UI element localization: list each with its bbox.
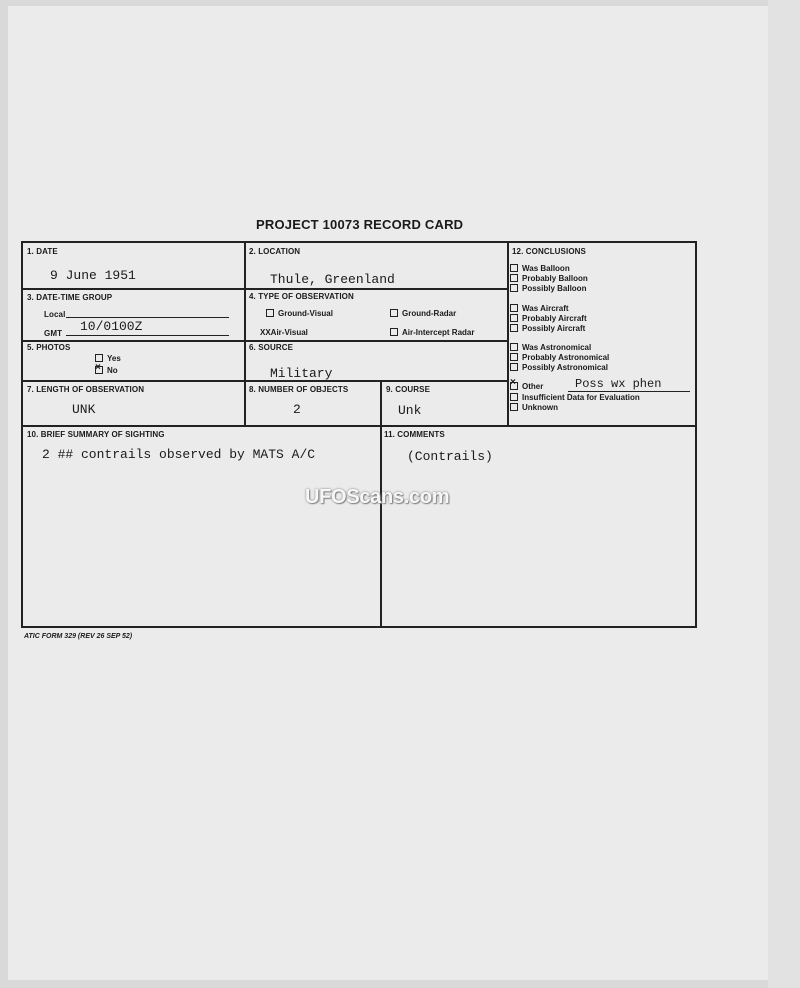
divider-h3 bbox=[21, 380, 507, 382]
local-label: Local bbox=[44, 310, 66, 319]
conclusion-item: Insufficient Data for Evaluation bbox=[510, 393, 640, 403]
air-visual-option: XXAir-Visual bbox=[260, 328, 308, 337]
divider-h2 bbox=[21, 340, 507, 342]
ground-visual-option: Ground-Visual bbox=[266, 309, 333, 318]
conclusion-item: Was Astronomical bbox=[510, 343, 591, 353]
conclusion-item: Was Balloon bbox=[510, 264, 570, 274]
photos-yes-option: Yes bbox=[95, 354, 121, 363]
other-underline bbox=[568, 391, 690, 392]
checkbox-icon bbox=[510, 264, 518, 272]
date-time-group-label: 3. DATE-TIME GROUP bbox=[27, 293, 113, 302]
form-footer: ATIC FORM 329 (REV 26 SEP 52) bbox=[24, 633, 133, 640]
conclusion-item: Possibly Balloon bbox=[510, 284, 586, 294]
conclusion-item: Unknown bbox=[510, 403, 558, 413]
conclusion-item: Was Aircraft bbox=[510, 304, 569, 314]
checkbox-icon bbox=[510, 403, 518, 411]
ground-radar-option: Ground-Radar bbox=[390, 309, 456, 318]
checkbox-icon bbox=[95, 354, 103, 362]
date-label: 1. DATE bbox=[27, 247, 58, 256]
checkbox-icon bbox=[510, 324, 518, 332]
summary-label: 10. BRIEF SUMMARY OF SIGHTING bbox=[27, 430, 165, 439]
divider-v1 bbox=[244, 241, 246, 425]
conclusion-item: Possibly Astronomical bbox=[510, 363, 608, 373]
divider-v2 bbox=[507, 241, 509, 425]
course-label: 9. COURSE bbox=[386, 385, 431, 394]
course-value: Unk bbox=[398, 403, 422, 418]
watermark: UFOScans.com bbox=[305, 486, 450, 508]
conclusion-item: Probably Aircraft bbox=[510, 314, 587, 324]
local-underline bbox=[66, 317, 229, 318]
checkbox-icon bbox=[510, 314, 518, 322]
date-value: 9 June 1951 bbox=[50, 268, 136, 283]
checkbox-icon bbox=[510, 304, 518, 312]
paper-edge bbox=[768, 0, 800, 988]
xx-mark: XX bbox=[260, 328, 271, 337]
length-value: UNK bbox=[72, 402, 96, 417]
photos-label: 5. PHOTOS bbox=[27, 343, 71, 352]
checkbox-icon bbox=[510, 343, 518, 351]
checkbox-icon bbox=[510, 284, 518, 292]
number-of-objects-label: 8. NUMBER OF OBJECTS bbox=[249, 385, 349, 394]
checkbox-icon bbox=[266, 309, 274, 317]
location-label: 2. LOCATION bbox=[249, 247, 301, 256]
gmt-underline bbox=[66, 335, 229, 336]
checkbox-icon bbox=[510, 363, 518, 371]
photos-no-option: ×No bbox=[95, 366, 118, 375]
conclusion-item: Possibly Aircraft bbox=[510, 324, 585, 334]
length-label: 7. LENGTH OF OBSERVATION bbox=[27, 385, 145, 394]
location-value: Thule, Greenland bbox=[270, 272, 395, 287]
card-title: PROJECT 10073 RECORD CARD bbox=[256, 217, 464, 232]
comments-value: (Contrails) bbox=[407, 449, 493, 464]
checked-box-icon bbox=[95, 366, 103, 374]
divider-h1 bbox=[21, 288, 507, 290]
checkbox-icon bbox=[390, 328, 398, 336]
checkbox-icon bbox=[510, 353, 518, 361]
checkbox-icon bbox=[390, 309, 398, 317]
gmt-label: GMT bbox=[44, 329, 63, 338]
other-value: Poss wx phen bbox=[575, 377, 662, 391]
type-of-observation-label: 4. TYPE OF OBSERVATION bbox=[249, 292, 354, 301]
checked-box-icon bbox=[510, 382, 518, 390]
conclusion-item: Probably Astronomical bbox=[510, 353, 609, 363]
conclusion-item-other: ×Other bbox=[510, 382, 543, 392]
air-intercept-radar-option: Air-Intercept Radar bbox=[390, 328, 474, 337]
divider-h4 bbox=[21, 425, 697, 427]
conclusion-item: Probably Balloon bbox=[510, 274, 588, 284]
checkbox-icon bbox=[510, 393, 518, 401]
gmt-value: 10/0100Z bbox=[80, 319, 143, 334]
source-label: 6. SOURCE bbox=[249, 343, 294, 352]
source-value: Military bbox=[270, 366, 333, 381]
summary-value: 2 ## contrails observed by MATS A/C bbox=[42, 447, 316, 462]
conclusions-label: 12. CONCLUSIONS bbox=[512, 247, 586, 256]
checkbox-icon bbox=[510, 274, 518, 282]
comments-label: 11. COMMENTS bbox=[384, 430, 445, 439]
number-of-objects-value: 2 bbox=[293, 402, 301, 417]
